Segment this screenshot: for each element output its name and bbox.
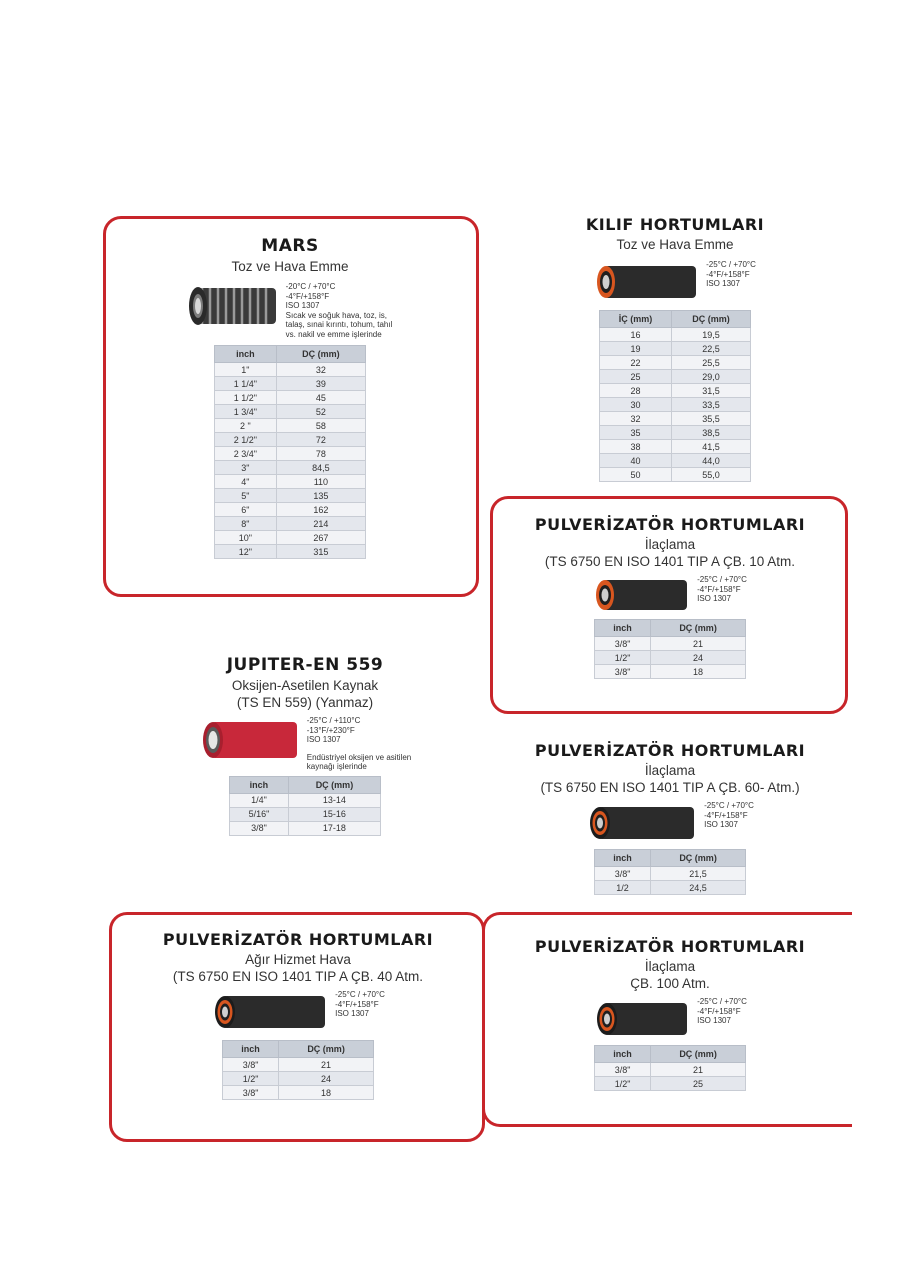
table-cell: 315: [276, 545, 365, 559]
table-cell: 10": [215, 531, 277, 545]
section-subtitle: İlaçlama: [644, 537, 696, 552]
table-cell: 1/2: [595, 881, 651, 895]
section-subtitle: Toz ve Hava Emme: [231, 259, 349, 274]
table-cell: 21: [279, 1058, 374, 1072]
table-cell: 13-14: [288, 793, 380, 807]
table-cell: 38,5: [672, 426, 751, 440]
table-cell: 1/2": [595, 1077, 651, 1091]
table-cell: 6": [215, 503, 277, 517]
table-cell: 3/8": [595, 665, 651, 679]
spec-line: Sıcak ve soğuk hava, toz, is,: [285, 310, 388, 320]
table-cell: 4": [215, 475, 277, 489]
column-header-dc: DÇ (mm): [651, 620, 746, 637]
table-row: [595, 1077, 746, 1091]
table-row: [215, 461, 366, 475]
kilif-size-table: [599, 310, 751, 482]
table-cell: 267: [276, 531, 365, 545]
table-cell: 21,5: [651, 867, 746, 881]
table-row: [600, 440, 751, 454]
spec-line: -25°C / +70°C: [335, 990, 385, 999]
table-row: [595, 867, 746, 881]
section-title: PULVERİZATÖR HORTUMLARI: [534, 937, 806, 956]
table-cell: 135: [276, 489, 365, 503]
pulv100-section: [500, 937, 840, 1091]
table-cell: 1/4": [230, 793, 289, 807]
table-row: [215, 503, 366, 517]
column-header-inch: inch: [223, 1041, 279, 1058]
spec-line: -4°F/+158°F: [335, 999, 379, 1009]
table-cell: 3/8": [595, 1063, 651, 1077]
table-cell: 84,5: [276, 461, 365, 475]
table-cell: 1 1/4": [215, 377, 277, 391]
temperature-spec: [706, 260, 756, 289]
table-row: [223, 1072, 374, 1086]
table-row: [223, 1086, 374, 1100]
table-cell: 41,5: [672, 440, 751, 454]
jupiter-size-table: [229, 776, 381, 836]
column-header-inch: inch: [595, 1046, 651, 1063]
table-row: [215, 517, 366, 531]
table-cell: 1/2": [223, 1072, 279, 1086]
table-cell: 2 3/4": [215, 447, 277, 461]
column-header-dc: DÇ (mm): [651, 1046, 746, 1063]
table-cell: 18: [651, 665, 746, 679]
spec-line: -13°F/+230°F: [306, 725, 355, 735]
spec-line: ISO 1307: [335, 1009, 369, 1018]
temperature-spec: [704, 801, 754, 830]
temperature-spec: [286, 282, 393, 339]
temperature-spec: [697, 997, 747, 1026]
table-cell: 24: [279, 1072, 374, 1086]
table-row: [230, 793, 381, 807]
table-row: [215, 377, 366, 391]
spec-line: ISO 1307: [704, 820, 738, 829]
section-title: MARS: [261, 236, 319, 256]
section-title: PULVERİZATÖR HORTUMLARI: [534, 741, 806, 760]
table-row: [600, 454, 751, 468]
spec-line: ISO 1307: [285, 301, 320, 310]
table-row: [600, 370, 751, 384]
table-cell: 19,5: [672, 328, 751, 342]
spec-line: kaynağı işlerinde: [306, 762, 367, 771]
section-standard: (TS 6750 EN ISO 1401 TIP A ÇB. 10 Atm.: [544, 554, 796, 569]
table-row: [215, 531, 366, 545]
section-standard: (TS 6750 EN ISO 1401 TIP A ÇB. 40 Atm.: [172, 969, 424, 984]
jupiter-section: [150, 655, 460, 836]
table-cell: 18: [279, 1086, 374, 1100]
table-cell: 25: [600, 370, 672, 384]
section-title: PULVERİZATÖR HORTUMLARI: [162, 930, 434, 949]
table-cell: 31,5: [672, 384, 751, 398]
table-cell: 21: [651, 1063, 746, 1077]
column-header-ic: İÇ (mm): [600, 311, 672, 328]
table-row: [215, 447, 366, 461]
column-header-inch: inch: [595, 850, 651, 867]
table-row: [595, 651, 746, 665]
spec-line: -4°F/+158°F: [697, 1006, 741, 1016]
table-row: [215, 545, 366, 559]
spec-line: ISO 1307: [306, 735, 341, 744]
table-cell: 8": [215, 517, 277, 531]
spec-line: -25°C / +70°C: [706, 260, 756, 269]
spec-line: -25°C / +70°C: [697, 575, 747, 584]
table-cell: 2 1/2": [215, 433, 277, 447]
table-cell: 24: [651, 651, 746, 665]
section-title: PULVERİZATÖR HORTUMLARI: [534, 515, 806, 534]
spec-line: -4°F/+158°F: [697, 584, 741, 594]
table-cell: 12": [215, 545, 277, 559]
table-row: [600, 426, 751, 440]
table-cell: 3/8": [595, 637, 651, 651]
table-cell: 3/8": [223, 1058, 279, 1072]
table-row: [600, 328, 751, 342]
column-header-dc: DÇ (mm): [276, 346, 365, 363]
column-header-inch: inch: [595, 620, 651, 637]
pulv60-size-table: [594, 849, 746, 895]
spec-line: vs. nakil ve emme işlerinde: [285, 329, 382, 339]
table-cell: 5": [215, 489, 277, 503]
column-header-dc: DÇ (mm): [651, 850, 746, 867]
spec-line: -4°F/+158°F: [285, 291, 330, 301]
table-cell: 16: [600, 328, 672, 342]
table-row: [595, 665, 746, 679]
table-cell: 44,0: [672, 454, 751, 468]
column-header-inch: inch: [230, 776, 289, 793]
table-cell: 24,5: [651, 881, 746, 895]
pulv60-section: [495, 741, 845, 895]
pulv40-section: [118, 930, 478, 1100]
table-cell: 55,0: [672, 468, 751, 482]
table-row: [595, 637, 746, 651]
table-row: [595, 1063, 746, 1077]
table-cell: 22,5: [672, 342, 751, 356]
section-subtitle: Ağır Hizmet Hava: [245, 952, 351, 967]
black-hose-image: [211, 990, 327, 1034]
mars-size-table: [214, 345, 366, 559]
table-cell: 50: [600, 468, 672, 482]
table-row: [600, 468, 751, 482]
section-subtitle: İlaçlama: [644, 763, 696, 778]
temperature-spec: [335, 990, 385, 1019]
table-row: [215, 405, 366, 419]
spiral-hose-image: [188, 282, 278, 330]
column-header-dc: DÇ (mm): [288, 776, 380, 793]
table-cell: 3/8": [223, 1086, 279, 1100]
table-row: [215, 475, 366, 489]
table-cell: 29,0: [672, 370, 751, 384]
table-row: [595, 881, 746, 895]
table-cell: 5/16": [230, 807, 289, 821]
table-cell: 110: [276, 475, 365, 489]
black-hose-image: [593, 997, 689, 1041]
table-cell: 214: [276, 517, 365, 531]
mars-section: [120, 236, 460, 559]
column-header-dc: DÇ (mm): [279, 1041, 374, 1058]
spec-line: -4°F/+158°F: [706, 269, 750, 279]
table-cell: 25: [651, 1077, 746, 1091]
table-cell: 21: [651, 637, 746, 651]
table-row: [230, 807, 381, 821]
column-header-inch: inch: [215, 346, 277, 363]
table-row: [230, 821, 381, 835]
table-cell: 32: [600, 412, 672, 426]
table-row: [600, 384, 751, 398]
spec-line: ISO 1307: [697, 594, 731, 603]
red-hose-image: [199, 716, 299, 764]
table-cell: 39: [276, 377, 365, 391]
table-cell: 35,5: [672, 412, 751, 426]
table-cell: 35: [600, 426, 672, 440]
table-cell: 78: [276, 447, 365, 461]
table-row: [215, 363, 366, 377]
table-row: [600, 342, 751, 356]
spec-line: -4°F/+158°F: [704, 810, 748, 820]
section-title: KILIF HORTUMLARI: [585, 215, 765, 234]
table-cell: 32: [276, 363, 365, 377]
table-cell: 1 1/2": [215, 391, 277, 405]
section-standard: ÇB. 100 Atm.: [630, 976, 710, 991]
table-cell: 3": [215, 461, 277, 475]
black-hose-image: [594, 260, 698, 304]
pulv100-size-table: [594, 1045, 746, 1091]
section-title: JUPITER-EN 559: [226, 655, 384, 675]
section-subtitle: Oksijen-Asetilen Kaynak: [231, 678, 379, 693]
spec-line: -25°C / +70°C: [697, 997, 747, 1006]
section-subtitle: Toz ve Hava Emme: [616, 237, 734, 252]
spec-line: Endüstriyel oksijen ve asitilen: [306, 752, 412, 762]
table-row: [600, 398, 751, 412]
table-cell: 3/8": [595, 867, 651, 881]
black-hose-image: [586, 801, 696, 845]
pulv40-size-table: [222, 1040, 374, 1100]
table-row: [215, 419, 366, 433]
table-cell: 58: [276, 419, 365, 433]
table-row: [215, 433, 366, 447]
table-cell: 38: [600, 440, 672, 454]
section-subtitle: İlaçlama: [644, 959, 696, 974]
column-header-dc: DÇ (mm): [672, 311, 751, 328]
spec-line: talaş, sınai kırıntı, tohum, tahıl: [285, 320, 393, 329]
table-cell: 52: [276, 405, 365, 419]
temperature-spec: [697, 575, 747, 604]
spec-line: ISO 1307: [697, 1016, 731, 1025]
table-cell: 2 ": [215, 419, 277, 433]
table-cell: 1 3/4": [215, 405, 277, 419]
table-cell: 25,5: [672, 356, 751, 370]
pulv10-size-table: [594, 619, 746, 679]
table-cell: 22: [600, 356, 672, 370]
table-row: [215, 391, 366, 405]
table-cell: 45: [276, 391, 365, 405]
table-cell: 3/8": [230, 821, 289, 835]
table-row: [215, 489, 366, 503]
table-cell: 1": [215, 363, 277, 377]
table-row: [600, 356, 751, 370]
pulv10-section: [500, 515, 840, 679]
spec-line: -25°C / +70°C: [704, 801, 754, 810]
table-cell: 40: [600, 454, 672, 468]
table-row: [223, 1058, 374, 1072]
table-cell: 15-16: [288, 807, 380, 821]
table-cell: 28: [600, 384, 672, 398]
temperature-spec: [307, 716, 412, 772]
table-cell: 72: [276, 433, 365, 447]
table-cell: 33,5: [672, 398, 751, 412]
spec-line: -25°C / +110°C: [306, 716, 361, 725]
table-cell: 19: [600, 342, 672, 356]
table-row: [600, 412, 751, 426]
table-cell: 162: [276, 503, 365, 517]
spec-line: ISO 1307: [706, 279, 740, 288]
kilif-section: [510, 215, 840, 482]
section-standard: (TS EN 559) (Yanmaz): [236, 695, 374, 710]
black-hose-image: [593, 575, 689, 615]
table-cell: 1/2": [595, 651, 651, 665]
spec-line: -20°C / +70°C: [285, 282, 336, 291]
table-cell: 30: [600, 398, 672, 412]
section-standard: (TS 6750 EN ISO 1401 TIP A ÇB. 60- Atm.): [540, 780, 800, 795]
table-cell: 17-18: [288, 821, 380, 835]
